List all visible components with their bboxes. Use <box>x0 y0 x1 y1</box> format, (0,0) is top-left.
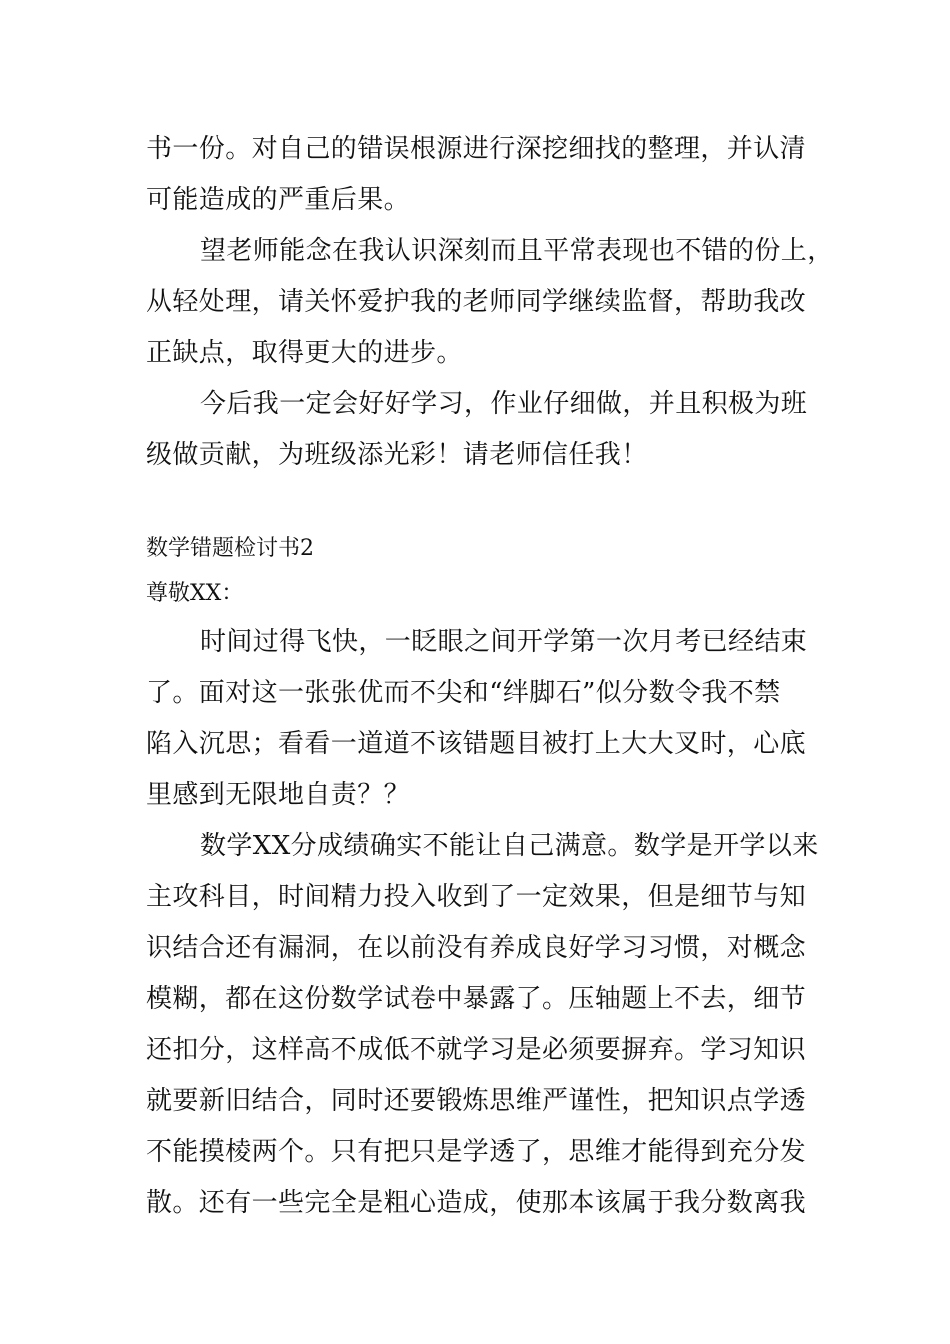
paragraph-analysis <box>146 821 826 1229</box>
text-line: 散。还有一些完全是粗心造成，使那本该属于我分数离我 <box>146 1188 807 1218</box>
text-line: 不能摸棱两个。只有把只是学透了，思维才能得到充分发 <box>146 1137 807 1167</box>
section-spacer <box>146 481 826 527</box>
text-line: 从轻处理，请关怀爱护我的老师同学继续监督，帮助我改 <box>146 287 807 317</box>
text-line: 级做贡献，为班级添光彩！请老师信任我！ <box>146 440 648 470</box>
section-title: 数学错题检讨书2 <box>146 536 314 561</box>
paragraph-intro <box>146 617 826 821</box>
paragraph-request <box>146 226 834 379</box>
text-line: 时间过得飞快，一眨眼之间开学第一次月考已经结束 <box>200 627 808 657</box>
text-line: 就要新旧结合，同时还要锻炼思维严谨性，把知识点学透 <box>146 1086 807 1116</box>
paragraph-continuation <box>146 124 826 226</box>
document-body <box>146 124 834 1229</box>
text-line: 书一份。对自己的错误根源进行深挖细找的整理，并认清 <box>146 134 807 164</box>
text-line: 陷入沉思；看看一道道不该错题目被打上大大叉时，心底 <box>146 729 807 759</box>
text-line: 望老师能念在我认识深刻而且平常表现也不错的份上， <box>200 236 834 266</box>
salutation: 尊敬XX： <box>146 581 244 606</box>
text-line: 数学XX分成绩确实不能让自己满意。数学是开学以来 <box>200 831 819 861</box>
text-line: 主攻科目，时间精力投入收到了一定效果，但是细节与知 <box>146 882 807 912</box>
text-line: 里感到无限地自责？？ <box>146 780 411 810</box>
text-line: 还扣分，这样高不成低不就学习是必须要摒弃。学习知识 <box>146 1035 807 1065</box>
paragraph-promise <box>146 379 826 481</box>
text-line: 识结合还有漏洞，在以前没有养成良好学习习惯，对概念 <box>146 933 807 963</box>
text-line: 正缺点，取得更大的进步。 <box>146 338 463 368</box>
text-line: 模糊，都在这份数学试卷中暴露了。压轴题上不去，细节 <box>146 984 807 1014</box>
text-line: 可能造成的严重后果。 <box>146 185 411 215</box>
text-line: 今后我一定会好好学习，作业仔细做，并且积极为班 <box>200 389 808 419</box>
text-line: 了。面对这一张张优而不尖和“绊脚石”似分数令我不禁 <box>146 678 781 708</box>
